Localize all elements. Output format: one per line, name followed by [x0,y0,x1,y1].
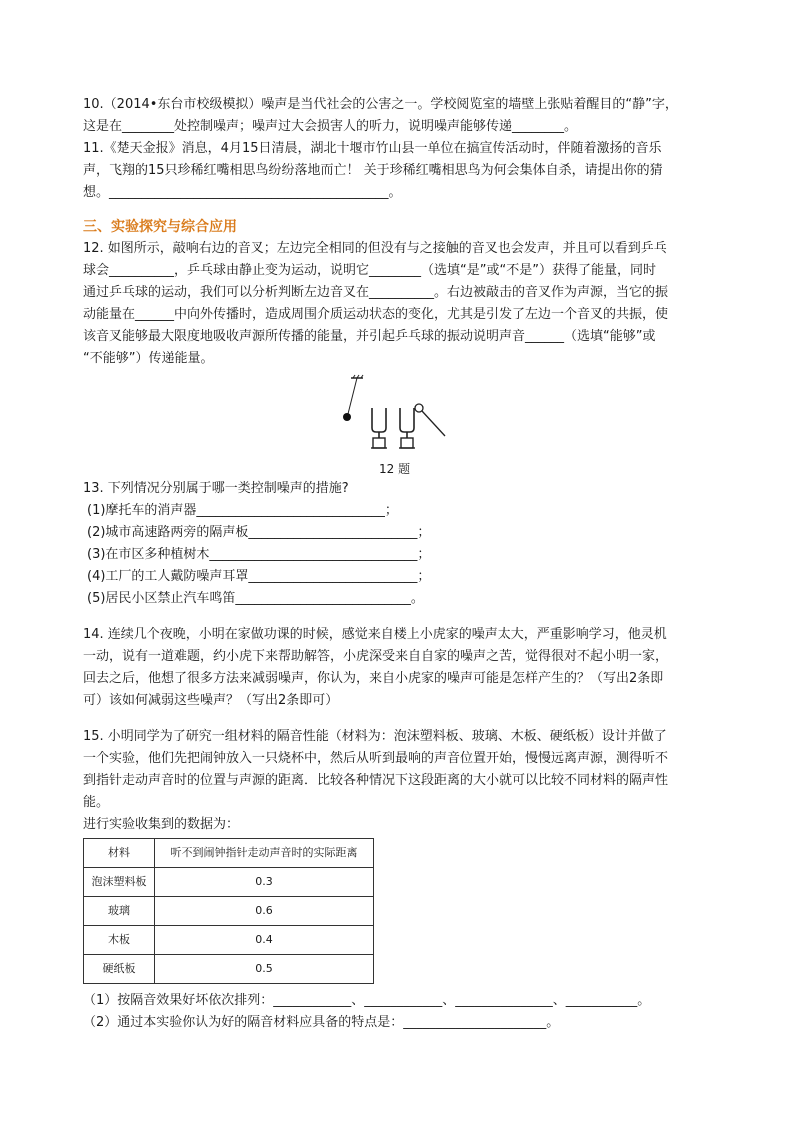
question-10 [83,94,713,138]
table-cell: 泡沫塑料板 [84,868,155,897]
table-cell: 0.5 [155,955,374,984]
q12-line: 通过乒乓球的运动，我们可以分析判断左边音叉在__________。右边被敲击的音叉作为声源，当它的振 [83,285,669,300]
table-header: 听不到闹钟指针走动声音时的实际距离 [155,839,374,868]
q11-line: 声，飞翔的15只珍稀红嘴相思鸟纷纷落地而亡！ 关于珍稀红嘴相思鸟为何会集体自杀，请提出你的猜 [83,163,663,178]
q13-item: (5)居民小区禁止汽车鸣笛___________________________。 [87,591,424,606]
q12-line: “不能够”）传递能量。 [83,351,214,366]
q13-item: (4)工厂的工人戴防噪声耳罩__________________________； [87,569,431,584]
q10-line: 这是在________处控制噪声；噪声过大会损害人的听力，说明噪声能够传递________。 [83,119,578,134]
q11-line: 想。___________________________________________。 [83,185,402,200]
table-row [84,926,374,955]
table-row [84,897,374,926]
q13-item: (2)城市高速路两旁的隔声板__________________________； [87,525,431,540]
data-intro: 进行实验收集到的数据为： [83,817,240,832]
q14-line: 14. 连续几个夜晚，小明在家做功课的时候，感觉来自楼上小虎家的噪声太大，严重影响学习，他灵机 [83,627,667,642]
q11-line: 11.《楚天金报》消息，4月15日清晨，湖北十堰市竹山县一单位在搞宣传活动时，伴随着激扬的音乐 [83,141,662,156]
section-title: 三、实验探究与综合应用 [83,219,237,235]
table-cell: 0.3 [155,868,374,897]
table-row [84,868,374,897]
data-table [83,838,374,984]
tuning-fork-diagram [341,374,471,456]
q15-sub-question: （1）按隔音效果好坏依次排列：____________、____________、_______________、___________。 [83,993,651,1008]
q15-line: 能。 [83,795,110,810]
table-cell: 木板 [84,926,155,955]
q12-line: 该音叉能够最大限度地吸收声源所传播的能量，并引起乒乓球的振动说明声音______（选填“能够”或 [83,329,656,344]
q14-line: 回去之后，他想了很多方法来减弱噪声，你认为，来自小虎家的噪声可能是怎样产生的？（写出2条即 [83,671,664,686]
worksheet-page [83,94,713,1034]
q12-line: 球会__________，乒乓球由静止变为运动，说明它________（选填“是”或“不是”）获得了能量，同时 [83,263,656,278]
table-row [84,955,374,984]
ping-pong-ball [343,413,351,421]
table-cell: 0.6 [155,897,374,926]
tuning-fork-figure [83,370,713,478]
q14-line: 可）该如何减弱这些噪声？（写出2条即可） [83,693,339,708]
q12-line: 动能量在______中向外传播时，造成周围介质运动状态的变化，尤其是引发了左边一个音叉的共振，使 [83,307,669,322]
question-14 [83,624,713,712]
figure-caption: 12 题 [379,462,411,476]
q10-line: 10.（2014•东台市校级模拟）噪声是当代社会的公害之一。学校阅览室的墙壁上张贴着醒目的“静”字， [83,97,678,112]
q13-item: (1)摩托车的消声器_____________________________； [87,503,398,518]
table-cell: 玻璃 [84,897,155,926]
table-cell: 硬纸板 [84,955,155,984]
question-15 [83,726,713,1034]
question-12 [83,238,713,478]
mallet-head [415,404,423,412]
q15-line: 一个实验，他们先把闹钟放入一只烧杯中，然后从听到最响的声音位置开始，慢慢远离声源，测得听不 [83,751,669,766]
q14-line: 一动，说有一道难题，约小虎下来帮助解答，小虎深受来自自家的噪声之苦，觉得很对不起小明一家， [83,649,669,664]
question-13 [83,478,713,610]
q15-sub-question: （2）通过本实验你认为好的隔音材料应具备的特点是：______________________。 [83,1015,560,1030]
q13-stem: 13. 下列情况分别属于哪一类控制噪声的措施? [83,481,349,496]
q13-item: (3)在市区多种植树木________________________________； [87,547,431,562]
q15-line: 15. 小明同学为了研究一组材料的隔音性能（材料为：泡沫塑料板、玻璃、木板、硬纸板）设计并做了 [83,729,667,744]
table-cell: 0.4 [155,926,374,955]
table-header-row [84,839,374,868]
q15-line: 到指针走动声音时的位置与声源的距离．比较各种情况下这段距离的大小就可以比较不同材料的隔声性 [83,773,669,788]
question-11 [83,138,713,204]
q12-line: 12. 如图所示，敲响右边的音叉；左边完全相同的但没有与之接触的音叉也会发声，并且可以看到乒乓 [83,241,667,256]
table-header: 材料 [84,839,155,868]
